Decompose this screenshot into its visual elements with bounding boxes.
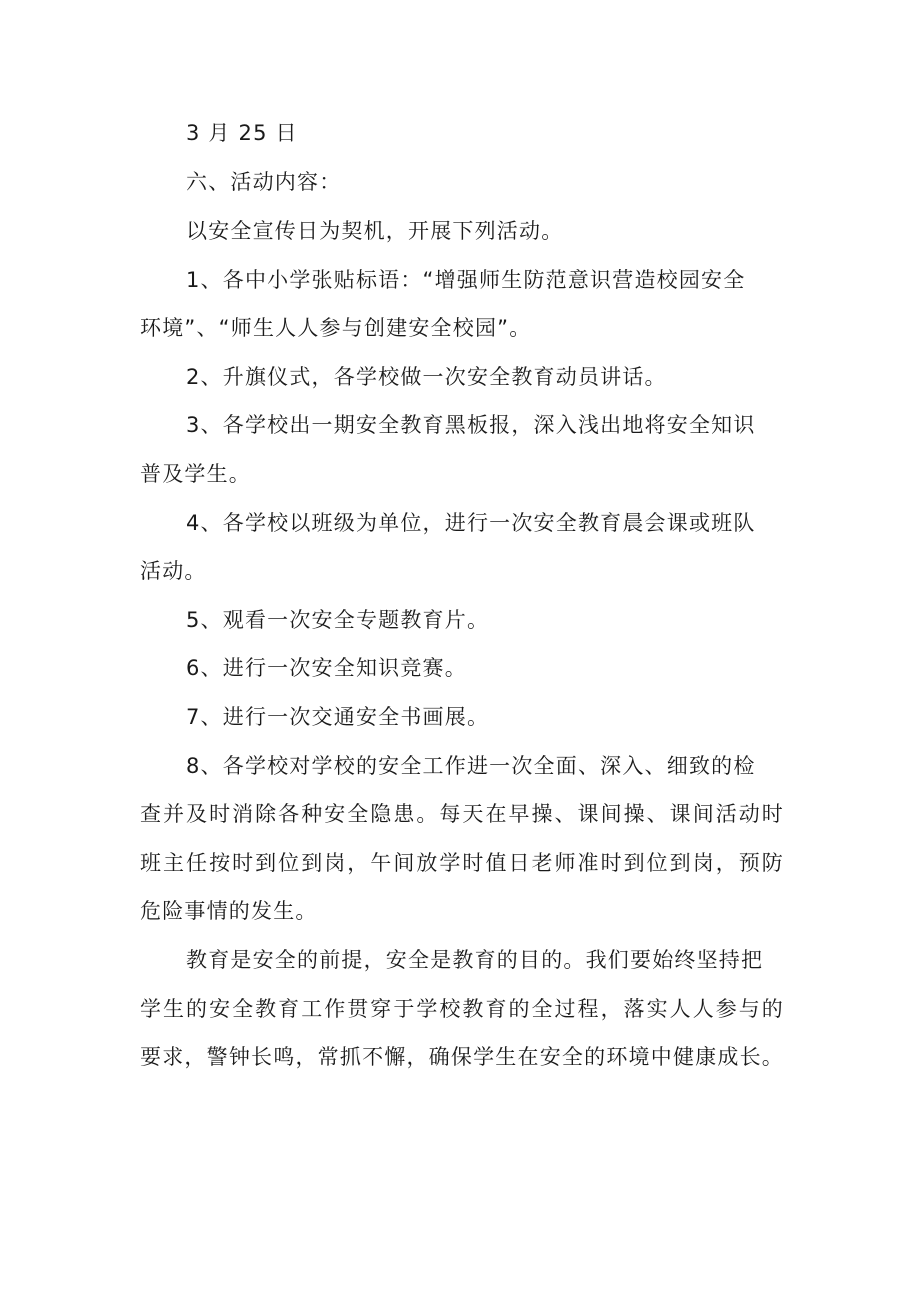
- activity-item-3-line-1: 3、各学校出一期安全教育黑板报，深入浅出地将安全知识: [186, 413, 756, 437]
- activity-item-8-line-3: 班主任按时到位到岗，午间放学时值日老师准时到位到岗，预防: [140, 851, 784, 875]
- activity-item-1-line-2: 环境”、“师生人人参与创建安全校园”。: [140, 316, 532, 340]
- conclusion-line-2: 学生的安全教育工作贯穿于学校教育的全过程，落实人人参与的: [140, 997, 784, 1021]
- conclusion-line-1: 教育是安全的前提，安全是教育的目的。我们要始终坚持把: [186, 948, 764, 972]
- activity-item-7-line-1: 7、进行一次交通安全书画展。: [186, 705, 490, 729]
- intro-paragraph: 以安全宣传日为契机，开展下列活动。: [186, 219, 564, 243]
- activity-item-4-line-2: 活动。: [140, 559, 207, 583]
- conclusion-line-3: 要求，警钟长鸣，常抓不懈，确保学生在安全的环境中健康成长。: [140, 1045, 784, 1069]
- activity-item-8-line-1: 8、各学校对学校的安全工作进一次全面、深入、细致的检: [186, 754, 756, 778]
- date-line: 3 月 25 日: [186, 121, 298, 145]
- activity-item-4-line-1: 4、各学校以班级为单位，进行一次安全教育晨会课或班队: [186, 511, 756, 535]
- activity-item-1-line-1: 1、各中小学张贴标语：“增强师生防范意识营造校园安全: [186, 268, 746, 292]
- activity-item-8-line-4: 危险事情的发生。: [140, 899, 318, 923]
- activity-item-3-line-2: 普及学生。: [140, 462, 251, 486]
- activity-item-2-line-1: 2、升旗仪式，各学校做一次安全教育动员讲话。: [186, 365, 667, 389]
- activity-item-6-line-1: 6、进行一次安全知识竞赛。: [186, 656, 467, 680]
- activity-item-8-line-2: 查并及时消除各种安全隐患。每天在早操、课间操、课间活动时: [140, 802, 784, 826]
- activity-item-5-line-1: 5、观看一次安全专题教育片。: [186, 608, 490, 632]
- section-heading: 六、活动内容：: [186, 170, 342, 194]
